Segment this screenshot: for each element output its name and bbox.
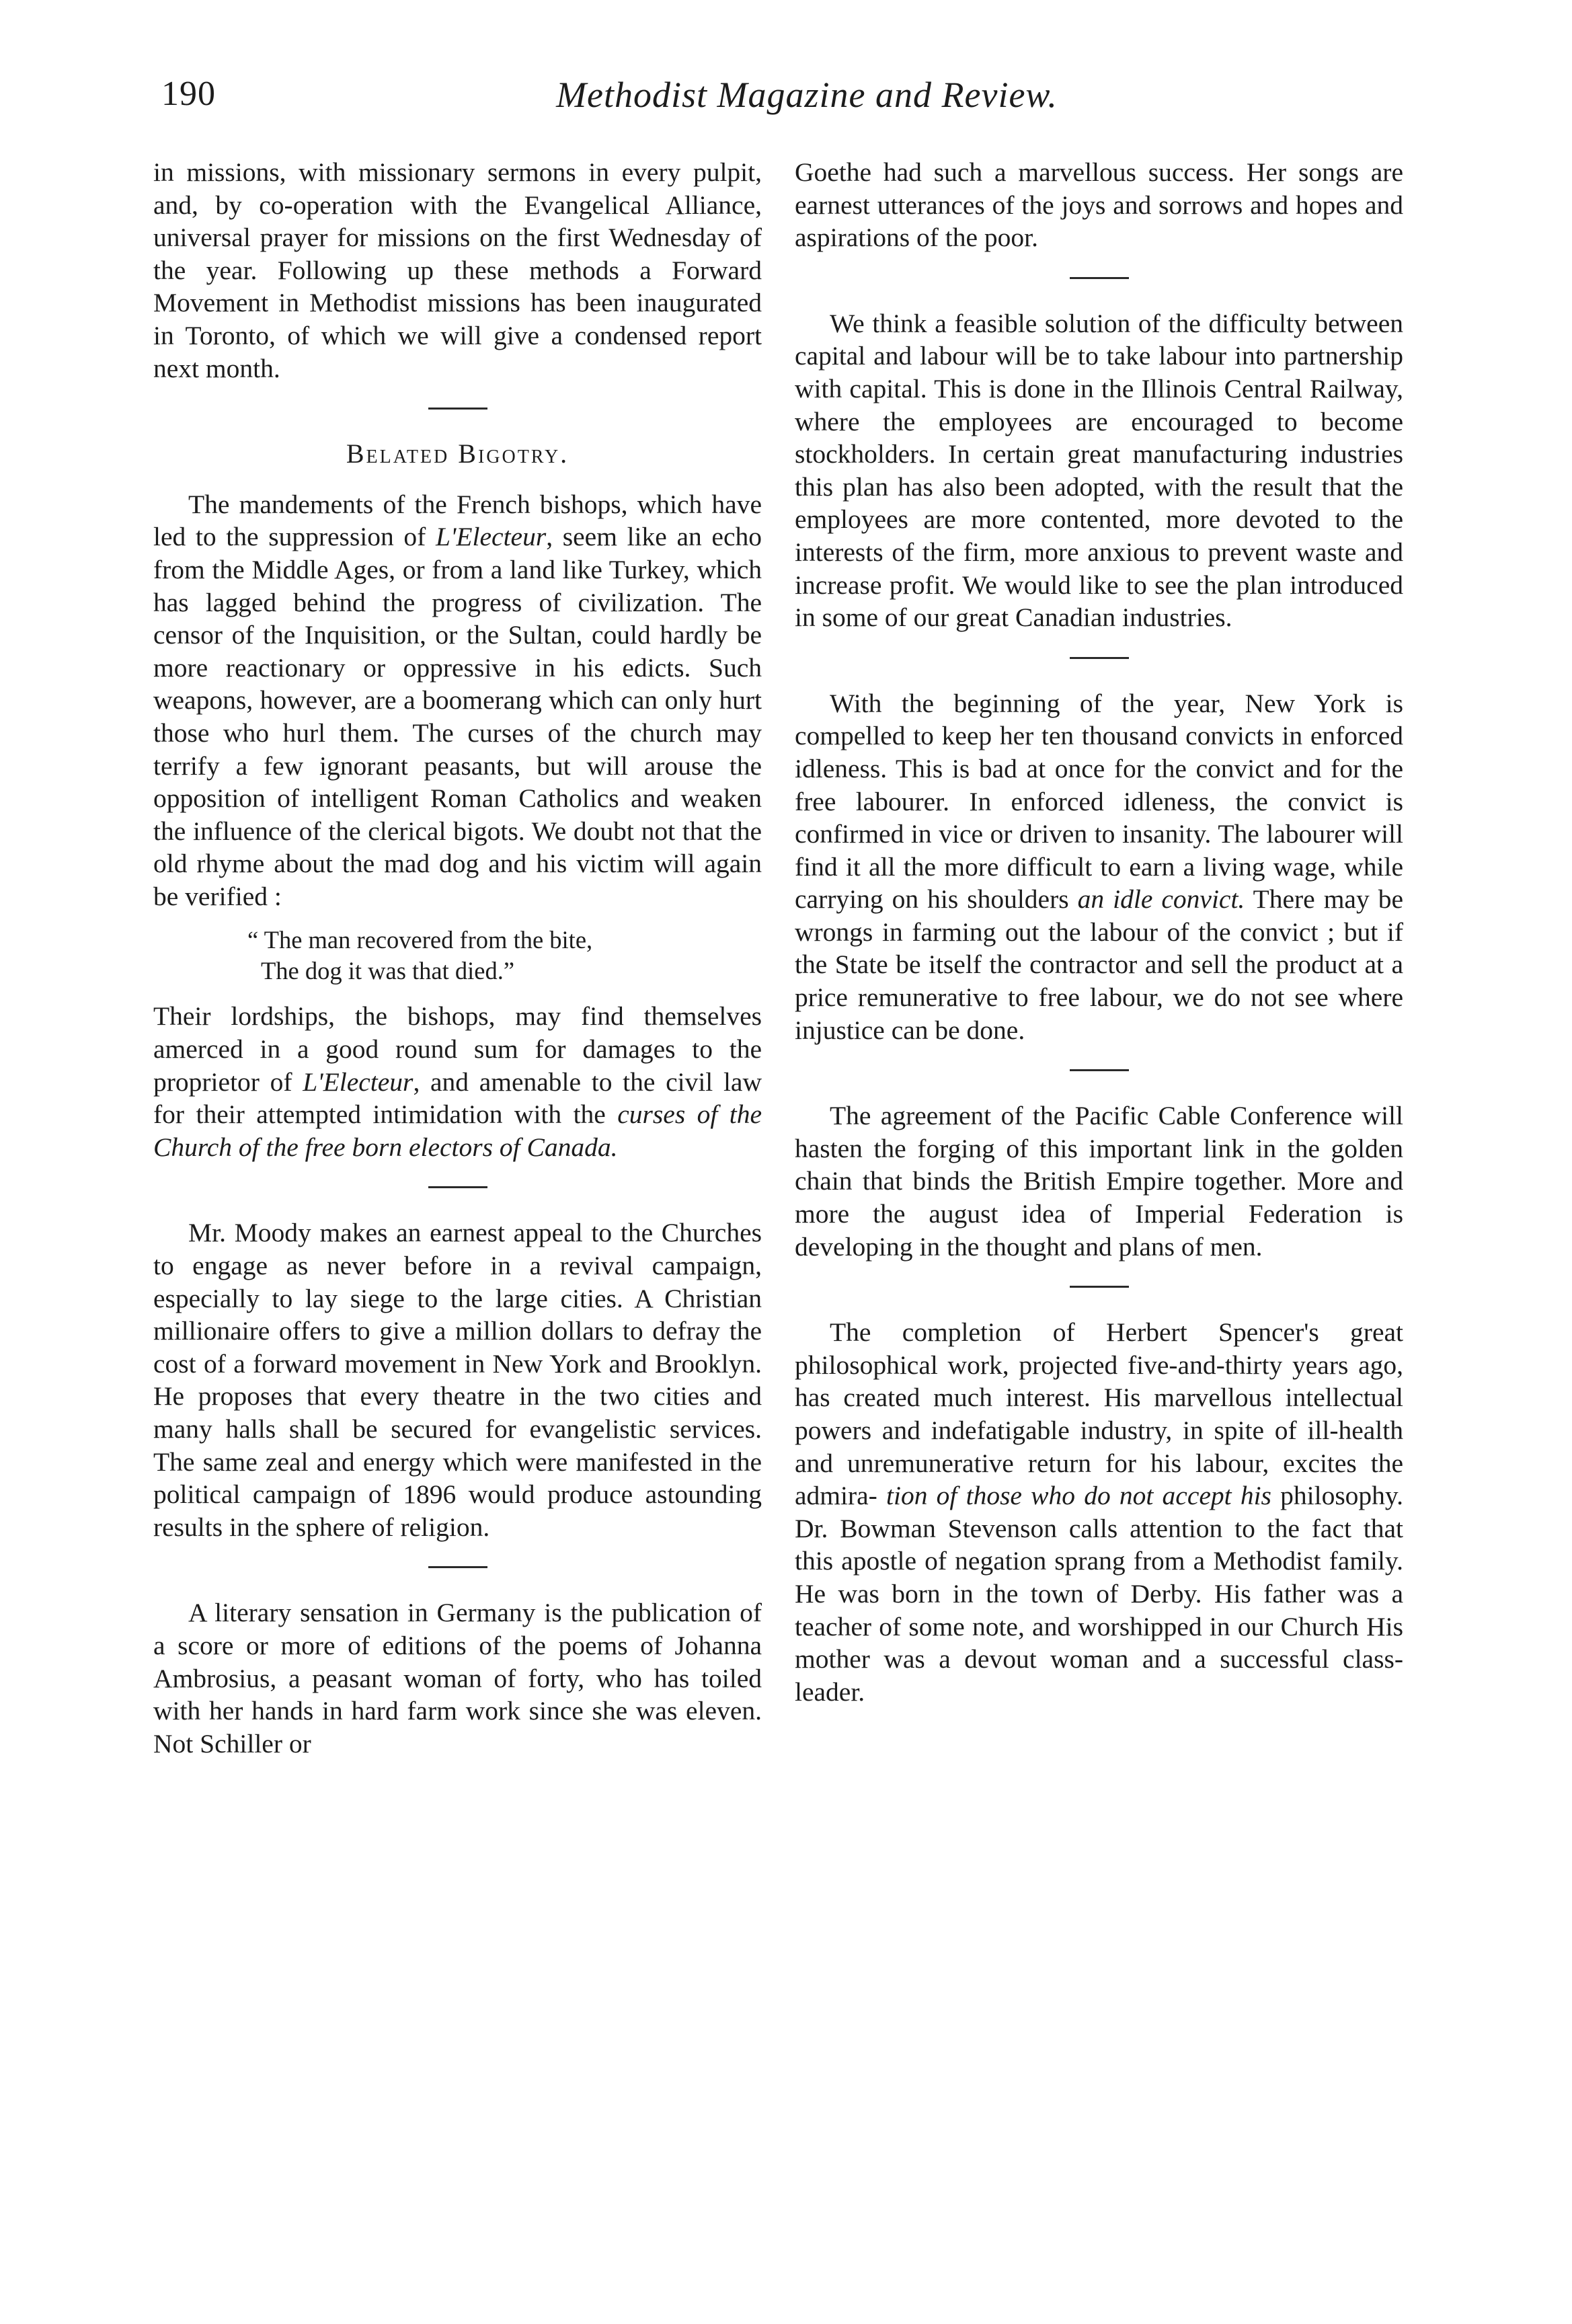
italic-phrase: an idle convict. (1077, 884, 1245, 915)
paragraph-herbert-spencer (795, 1316, 1403, 1708)
paragraph-moody: Mr. Moody makes an earnest appeal to the Churches to engage as never before in a revival campaign, especially to lay siege to the large cities. A Christian millionaire offers to give a million dollars to defray the cost of a forward movement in New York and Brooklyn. He proposes that every theatre in the two cities and many halls shall be secured for evangelistic services. The same zeal and energy which were manifested in the political campaign of 1896 would produce astounding results in the sphere of religion. (153, 1218, 762, 1542)
page-number: 190 (161, 75, 216, 113)
section-divider (1070, 1069, 1129, 1071)
paragraph-text: The mandements of the French bishops, which have led to the suppression of (153, 489, 762, 552)
paragraph-goethe: Goethe had such a marvellous success. Her songs are earnest utterances of the joys and sorrows and hopes and aspirations of the poor. (795, 157, 1403, 253)
paragraph-literary-sensation: A literary sensation in Germany is the publication of a score or more of editions of the poems of Johanna Ambrosius, a peasant woman of forty, who has toiled with her hands in hard farm work since she was eleven. Not Schiller or (153, 1598, 762, 1758)
paragraph-pacific-cable: The agreement of the Pacific Cable Conference will hasten the forging of this important link in the golden chain that binds the British Empire together. More and more the august idea of Imperial Federation is developing in the thought and plans of men. (795, 1101, 1403, 1262)
section-divider (428, 1566, 487, 1568)
page-header (161, 74, 1452, 128)
verse-line: “ The man recovered from the bite, (247, 926, 593, 954)
paragraph-text: philosophy. Dr. Bowman Stevenson calls attention to the fact that this apostle of negation sprang from a Methodist family. He was born in the town of Derby. His father was a teacher of some note, and worshipped in our Church His mother was a devout woman and a successful class-leader. (795, 1481, 1403, 1707)
right-column (795, 156, 1403, 1708)
section-heading-belated-bigotry: Belated Bigotry. (346, 438, 569, 469)
verse-quotation (153, 925, 762, 986)
newspaper-title: L'Electeur (303, 1067, 414, 1097)
section-divider (1070, 1286, 1129, 1288)
paragraph-text: The completion of Herbert Spencer's great philosophical work, projected five-and-thirty years ago, has created much interest. His marvellous intellectual powers and indefatigable industry, in spite of ill-health and unremunerative return for his labour, excites the admira- (795, 1317, 1403, 1511)
section-divider (1070, 657, 1129, 659)
left-column (153, 156, 762, 1760)
paragraph-missions: in missions, with missionary sermons in every pulpit, and, by co-operation with the Evangelical Alliance, universal prayer for missions on the first Wednesday of the year. Following up these methods a Forward Movement in Methodist missions has been inaugurated in Toronto, of which we will give a condensed report next month. (153, 157, 762, 383)
paragraph-text: , and amenable to the civil law for their attempted intimidation with the (153, 1067, 762, 1130)
paragraph-capital-labour: We think a feasible solution of the difficulty between capital and labour will be to take labour into partnership with capital. This is done in the Illinois Central Railway, where the employees are encouraged to become stockholders. In certain great manufacturing industries this plan has also been adopted, with the result that the employees are more contented, more devoted to the interests of the firm, more anxious to prevent waste and increase profit. We would like to see the plan introduced in some of our great Canadian industries. (795, 308, 1403, 633)
paragraph-text: With the beginning of the year, New York is compelled to keep her ten thousand convicts in enforced idleness. This is bad at once for the convict and for the free labourer. In enforced idleness, the convict is confirmed in vice or driven to insanity. The labourer will find it all the more difficult to earn a living wage, while carrying on his shoulders (795, 688, 1403, 915)
paragraph-text: , seem like an echo from the Middle Ages, or from a land like Turkey, which has lagged behind the progress of civilization. The censor of the Inquisition, or the Sultan, could hardly be more reactionary or oppressive in his edicts. Such weapons, however, are a boomerang which can only hurt those who hurl them. The curses of the church may terrify a few ignorant peasants, but will arouse the opposition of intelligent Roman Catholics and weaken the influence of the clerical bigots. We doubt not that the old rhyme about the mad dog and his victim will again be verified : (153, 522, 762, 911)
italic-phrase: tion of those who do not accept his (886, 1481, 1271, 1511)
section-divider (428, 1186, 487, 1188)
paragraph-bigotry (153, 488, 762, 913)
paragraph-convicts (795, 687, 1403, 1047)
section-divider (428, 408, 487, 410)
paragraph-lordships (153, 1000, 762, 1163)
paragraph-text: Their lordships, the bishops, may find themselves amerced in a good round sum for damages to the proprietor of (153, 1001, 762, 1097)
verse-line: The dog it was that died.” (261, 957, 515, 985)
paragraph-text: There may be wrongs in farming out the labour of the convict ; but if the State be itself the contractor and sell the product at a price remunerative to free labour, we do not see where injustice can be done. (795, 884, 1404, 1045)
newspaper-title: L'Electeur (436, 522, 547, 552)
italic-phrase: curses of the Church of the free born electors of Canada. (153, 1099, 762, 1162)
section-divider (1070, 277, 1129, 279)
running-title: Methodist Magazine and Review. (556, 75, 1058, 115)
